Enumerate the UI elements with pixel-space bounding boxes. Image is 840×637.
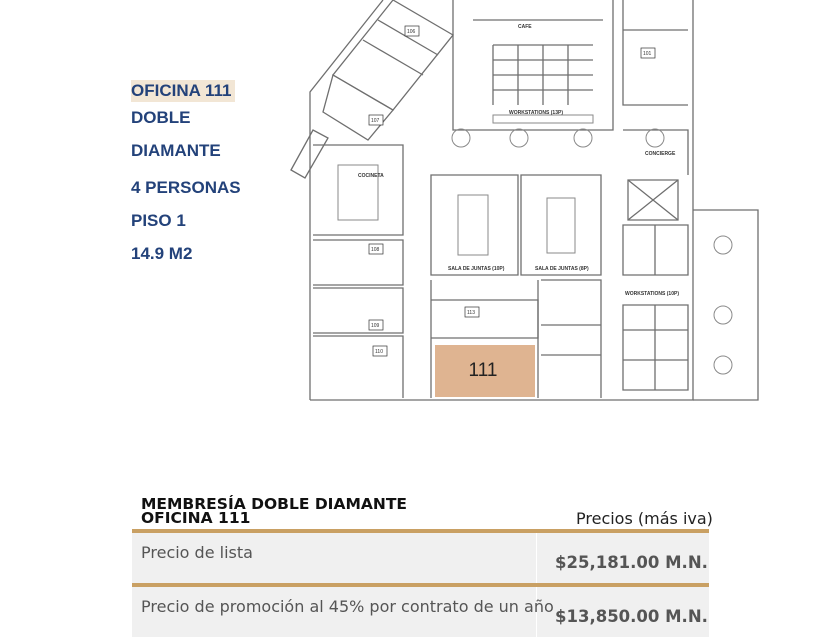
office-number-tag: OFICINA 111: [131, 80, 235, 102]
room-113-label: 113: [467, 310, 475, 316]
concierge-label: CONCIERGE: [645, 151, 676, 157]
room-108-label: 108: [371, 247, 380, 253]
room-106-label: 106: [407, 29, 416, 35]
price-table: [132, 529, 709, 637]
area-text: 14.9 M2: [131, 244, 193, 263]
room-109-label: 109: [371, 323, 380, 329]
plan-outer-wall-left: [310, 0, 383, 400]
cafe-label: CAFE: [518, 24, 532, 30]
prices-header: Precios (más iva): [576, 509, 713, 528]
sala1-label: SALA DE JUNTAS (10P): [448, 266, 505, 272]
plan-office-107: [323, 75, 393, 140]
capacity-text: 4 PERSONAS: [131, 178, 241, 197]
pricing-title: [141, 497, 407, 525]
room-101-label: 101: [643, 51, 652, 57]
row-label: Precio de promoción al 45% por contrato de un año: [141, 597, 554, 616]
pricing-title-line-1: MEMBRESÍA DOBLE DIAMANTE: [141, 495, 407, 513]
plan-office-106: [333, 0, 453, 110]
table-row: [132, 533, 709, 583]
sala2-label: SALA DE JUNTAS (8P): [535, 266, 589, 272]
workstations-top-label: WORKSTATIONS (13P): [509, 110, 563, 116]
row-price: $25,181.00 M.N.: [555, 553, 708, 572]
workstations-right-label: WORKSTATIONS (10P): [625, 291, 679, 297]
plan-sala-juntas-10: [431, 175, 518, 275]
floor-text: PISO 1: [131, 211, 186, 230]
office-111-label: 111: [468, 360, 498, 381]
row-price: $13,850.00 M.N.: [555, 607, 708, 626]
membership-line-2: DIAMANTE: [131, 141, 221, 160]
floor-plan: [283, 0, 763, 410]
plan-terrace: [693, 210, 758, 400]
room-107-label: 107: [371, 118, 380, 124]
plan-sala-juntas-8: [521, 175, 601, 275]
membership-line-1: DOBLE: [131, 108, 191, 127]
row-label: Precio de lista: [141, 543, 253, 562]
cocineta-label: COCINETA: [358, 173, 384, 179]
pricing-title-line-2: OFICINA 111: [141, 509, 251, 527]
room-110-label: 110: [375, 349, 383, 355]
